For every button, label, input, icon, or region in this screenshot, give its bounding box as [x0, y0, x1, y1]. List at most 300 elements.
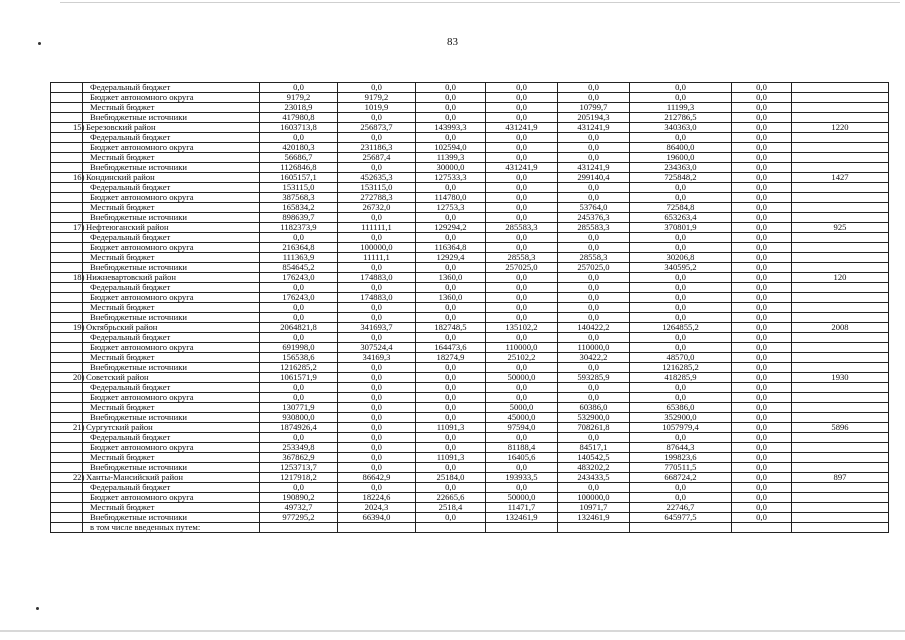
- value-cell: 50000,0: [486, 493, 558, 503]
- row-number: [51, 83, 83, 93]
- value-cell: 0,0: [732, 373, 792, 383]
- row-label: Бюджет автономного округа: [83, 93, 260, 103]
- value-cell: 0,0: [732, 393, 792, 403]
- table-row: [51, 183, 889, 193]
- value-cell: 0,0: [416, 233, 486, 243]
- value-cell: 0,0: [416, 383, 486, 393]
- value-cell: 9179,2: [260, 93, 338, 103]
- value-cell: 367862,9: [260, 453, 338, 463]
- value-cell: 100000,0: [338, 243, 416, 253]
- row-number: [51, 513, 83, 523]
- value-cell: 153115,0: [260, 183, 338, 193]
- value-cell: 431241,9: [558, 123, 630, 133]
- value-cell: 0,0: [260, 383, 338, 393]
- value-cell: 0,0: [338, 163, 416, 173]
- row-number: [51, 213, 83, 223]
- value-cell: 0,0: [416, 443, 486, 453]
- value-cell: 0,0: [732, 103, 792, 113]
- result-cell: [792, 153, 889, 163]
- row-number: [51, 233, 83, 243]
- value-cell: 1264855,2: [630, 323, 732, 333]
- value-cell: 140422,2: [558, 323, 630, 333]
- value-cell: 0,0: [630, 83, 732, 93]
- value-cell: 0,0: [416, 393, 486, 403]
- table-row: [51, 233, 889, 243]
- value-cell: 111111,1: [338, 223, 416, 233]
- value-cell: 340363,0: [630, 123, 732, 133]
- value-cell: 1360,0: [416, 273, 486, 283]
- row-label: Местный бюджет: [83, 353, 260, 363]
- value-cell: [338, 523, 416, 533]
- value-cell: 153115,0: [338, 183, 416, 193]
- result-cell: [792, 133, 889, 143]
- value-cell: 0,0: [486, 203, 558, 213]
- value-cell: 0,0: [486, 83, 558, 93]
- row-label: Бюджет автономного округа: [83, 443, 260, 453]
- row-number: [51, 493, 83, 503]
- value-cell: 0,0: [486, 483, 558, 493]
- value-cell: 16405,6: [486, 453, 558, 463]
- row-label: Сургутский район: [83, 423, 260, 433]
- table-row: [51, 203, 889, 213]
- row-label: Внебюджетные источники: [83, 213, 260, 223]
- value-cell: 0,0: [416, 283, 486, 293]
- value-cell: 0,0: [732, 333, 792, 343]
- row-number: [51, 313, 83, 323]
- value-cell: 0,0: [486, 313, 558, 323]
- value-cell: 0,0: [486, 383, 558, 393]
- value-cell: 770511,5: [630, 463, 732, 473]
- row-label: Федеральный бюджет: [83, 83, 260, 93]
- value-cell: 0,0: [732, 163, 792, 173]
- value-cell: 1360,0: [416, 293, 486, 303]
- value-cell: 11091,3: [416, 423, 486, 433]
- row-number: 18): [51, 273, 83, 283]
- value-cell: [732, 523, 792, 533]
- row-number: [51, 523, 83, 533]
- value-cell: 1216285,2: [260, 363, 338, 373]
- value-cell: 0,0: [338, 213, 416, 223]
- row-number: [51, 283, 83, 293]
- value-cell: 0,0: [732, 173, 792, 183]
- value-cell: 0,0: [416, 363, 486, 373]
- row-number: [51, 133, 83, 143]
- value-cell: 0,0: [338, 233, 416, 243]
- result-cell: 2008: [792, 323, 889, 333]
- value-cell: 243433,5: [558, 473, 630, 483]
- value-cell: 0,0: [338, 303, 416, 313]
- value-cell: 0,0: [732, 83, 792, 93]
- row-number: [51, 163, 83, 173]
- value-cell: 110000,0: [558, 343, 630, 353]
- row-label: Федеральный бюджет: [83, 133, 260, 143]
- row-number: [51, 143, 83, 153]
- value-cell: 50000,0: [486, 373, 558, 383]
- result-cell: [792, 143, 889, 153]
- value-cell: 0,0: [732, 143, 792, 153]
- value-cell: 18274,9: [416, 353, 486, 363]
- value-cell: 0,0: [558, 183, 630, 193]
- scan-speck: [36, 607, 39, 610]
- value-cell: 0,0: [260, 303, 338, 313]
- table-row: [51, 453, 889, 463]
- value-cell: 0,0: [558, 193, 630, 203]
- table-row: [51, 263, 889, 273]
- value-cell: 418285,9: [630, 373, 732, 383]
- value-cell: 0,0: [732, 463, 792, 473]
- value-cell: 253349,8: [260, 443, 338, 453]
- value-cell: 257025,0: [486, 263, 558, 273]
- table-row: [51, 383, 889, 393]
- value-cell: 0,0: [732, 223, 792, 233]
- value-cell: 307524,4: [338, 343, 416, 353]
- value-cell: 72584,8: [630, 203, 732, 213]
- value-cell: 452635,3: [338, 173, 416, 183]
- row-label: Внебюджетные источники: [83, 363, 260, 373]
- table-row: [51, 153, 889, 163]
- result-cell: 1930: [792, 373, 889, 383]
- value-cell: [486, 523, 558, 533]
- row-label: Внебюджетные источники: [83, 313, 260, 323]
- value-cell: 341693,7: [338, 323, 416, 333]
- row-number: [51, 403, 83, 413]
- value-cell: 0,0: [732, 343, 792, 353]
- value-cell: 0,0: [416, 183, 486, 193]
- row-label: Березовский район: [83, 123, 260, 133]
- row-label: Федеральный бюджет: [83, 383, 260, 393]
- value-cell: 0,0: [732, 473, 792, 483]
- row-number: [51, 333, 83, 343]
- value-cell: 0,0: [338, 443, 416, 453]
- value-cell: 653263,4: [630, 213, 732, 223]
- value-cell: 0,0: [486, 143, 558, 153]
- scan-edge-bottom: [0, 630, 905, 632]
- value-cell: 0,0: [338, 413, 416, 423]
- row-label: Внебюджетные источники: [83, 513, 260, 523]
- table-row: [51, 93, 889, 103]
- row-label: Бюджет автономного округа: [83, 343, 260, 353]
- result-cell: [792, 403, 889, 413]
- value-cell: 10971,7: [558, 503, 630, 513]
- value-cell: 0,0: [558, 293, 630, 303]
- value-cell: 0,0: [732, 433, 792, 443]
- value-cell: 0,0: [416, 513, 486, 523]
- table-row: [51, 173, 889, 183]
- value-cell: 0,0: [338, 453, 416, 463]
- result-cell: 120: [792, 273, 889, 283]
- value-cell: 0,0: [486, 173, 558, 183]
- value-cell: 1019,9: [338, 103, 416, 113]
- value-cell: 11471,7: [486, 503, 558, 513]
- value-cell: 28558,3: [558, 253, 630, 263]
- result-cell: [792, 103, 889, 113]
- row-number: [51, 153, 83, 163]
- value-cell: 0,0: [486, 463, 558, 473]
- value-cell: 18224,6: [338, 493, 416, 503]
- row-number: [51, 303, 83, 313]
- result-cell: [792, 253, 889, 263]
- value-cell: 898639,7: [260, 213, 338, 223]
- value-cell: 0,0: [558, 333, 630, 343]
- result-cell: [792, 193, 889, 203]
- value-cell: [260, 523, 338, 533]
- row-label: Бюджет автономного округа: [83, 143, 260, 153]
- value-cell: 0,0: [732, 253, 792, 263]
- value-cell: 0,0: [558, 93, 630, 103]
- result-cell: [792, 453, 889, 463]
- value-cell: 0,0: [630, 193, 732, 203]
- value-cell: 28558,3: [486, 253, 558, 263]
- value-cell: 174883,0: [338, 273, 416, 283]
- row-number: [51, 193, 83, 203]
- value-cell: 110000,0: [486, 343, 558, 353]
- value-cell: 53764,0: [558, 203, 630, 213]
- value-cell: 0,0: [630, 313, 732, 323]
- value-cell: 1874926,4: [260, 423, 338, 433]
- value-cell: 370801,9: [630, 223, 732, 233]
- value-cell: 0,0: [338, 463, 416, 473]
- value-cell: 0,0: [732, 233, 792, 243]
- result-cell: [792, 263, 889, 273]
- value-cell: 0,0: [732, 353, 792, 363]
- value-cell: 0,0: [260, 333, 338, 343]
- row-label: Внебюджетные источники: [83, 463, 260, 473]
- value-cell: 212786,5: [630, 113, 732, 123]
- table-row: [51, 513, 889, 523]
- result-cell: [792, 363, 889, 373]
- row-label: Бюджет автономного округа: [83, 293, 260, 303]
- row-label: Местный бюджет: [83, 253, 260, 263]
- value-cell: 10799,7: [558, 103, 630, 113]
- table-row: [51, 283, 889, 293]
- row-label: Внебюджетные источники: [83, 263, 260, 273]
- row-label: Местный бюджет: [83, 403, 260, 413]
- value-cell: 1253713,7: [260, 463, 338, 473]
- table-row: [51, 493, 889, 503]
- value-cell: 0,0: [732, 413, 792, 423]
- value-cell: 0,0: [558, 283, 630, 293]
- value-cell: 245376,3: [558, 213, 630, 223]
- table-row: [51, 243, 889, 253]
- result-cell: [792, 353, 889, 363]
- value-cell: 0,0: [630, 283, 732, 293]
- row-number: [51, 243, 83, 253]
- value-cell: 0,0: [486, 433, 558, 443]
- value-cell: 0,0: [558, 363, 630, 373]
- value-cell: 0,0: [630, 433, 732, 443]
- result-cell: [792, 463, 889, 473]
- table-row: [51, 213, 889, 223]
- value-cell: 0,0: [486, 363, 558, 373]
- value-cell: 593285,9: [558, 373, 630, 383]
- row-label: Бюджет автономного округа: [83, 193, 260, 203]
- value-cell: 0,0: [416, 113, 486, 123]
- result-cell: [792, 203, 889, 213]
- value-cell: 483202,2: [558, 463, 630, 473]
- row-number: [51, 383, 83, 393]
- value-cell: 129294,2: [416, 223, 486, 233]
- value-cell: 0,0: [558, 433, 630, 443]
- value-cell: 0,0: [416, 103, 486, 113]
- value-cell: 0,0: [558, 313, 630, 323]
- row-number: 17): [51, 223, 83, 233]
- result-cell: [792, 303, 889, 313]
- table-row: [51, 123, 889, 133]
- table-row: [51, 363, 889, 373]
- result-cell: [792, 163, 889, 173]
- value-cell: 0,0: [732, 123, 792, 133]
- value-cell: 0,0: [338, 423, 416, 433]
- value-cell: 256873,7: [338, 123, 416, 133]
- value-cell: 0,0: [486, 113, 558, 123]
- value-cell: 216364,8: [260, 243, 338, 253]
- value-cell: 0,0: [338, 393, 416, 403]
- value-cell: 0,0: [732, 153, 792, 163]
- row-number: [51, 183, 83, 193]
- value-cell: 0,0: [260, 393, 338, 403]
- value-cell: 9179,2: [338, 93, 416, 103]
- value-cell: 0,0: [732, 133, 792, 143]
- value-cell: 0,0: [486, 183, 558, 193]
- row-label: Нижневартовский район: [83, 273, 260, 283]
- row-label: Федеральный бюджет: [83, 233, 260, 243]
- value-cell: 12929,4: [416, 253, 486, 263]
- value-cell: 0,0: [558, 273, 630, 283]
- value-cell: 0,0: [732, 293, 792, 303]
- value-cell: 26732,0: [338, 203, 416, 213]
- value-cell: 81188,4: [486, 443, 558, 453]
- value-cell: 30000,0: [416, 163, 486, 173]
- row-label: Внебюджетные источники: [83, 113, 260, 123]
- row-label: Федеральный бюджет: [83, 183, 260, 193]
- row-number: 19): [51, 323, 83, 333]
- value-cell: 420180,3: [260, 143, 338, 153]
- value-cell: 708261,8: [558, 423, 630, 433]
- value-cell: 0,0: [486, 93, 558, 103]
- value-cell: 0,0: [260, 233, 338, 243]
- value-cell: 0,0: [486, 103, 558, 113]
- value-cell: 130771,9: [260, 403, 338, 413]
- value-cell: 0,0: [630, 303, 732, 313]
- value-cell: 0,0: [558, 83, 630, 93]
- row-label: Местный бюджет: [83, 203, 260, 213]
- value-cell: 30422,2: [558, 353, 630, 363]
- result-cell: [792, 503, 889, 513]
- value-cell: 854645,2: [260, 263, 338, 273]
- value-cell: 0,0: [732, 183, 792, 193]
- value-cell: 0,0: [416, 313, 486, 323]
- value-cell: 0,0: [416, 303, 486, 313]
- row-label: Нефтеюганский район: [83, 223, 260, 233]
- value-cell: 0,0: [732, 113, 792, 123]
- table-row: [51, 343, 889, 353]
- row-number: [51, 263, 83, 273]
- value-cell: 0,0: [260, 313, 338, 323]
- value-cell: 0,0: [630, 133, 732, 143]
- value-cell: 387568,3: [260, 193, 338, 203]
- value-cell: 0,0: [732, 213, 792, 223]
- table-row: [51, 313, 889, 323]
- value-cell: 0,0: [260, 133, 338, 143]
- value-cell: 0,0: [416, 93, 486, 103]
- value-cell: 65386,0: [630, 403, 732, 413]
- row-number: [51, 443, 83, 453]
- table-row: [51, 483, 889, 493]
- value-cell: 0,0: [732, 303, 792, 313]
- result-cell: [792, 483, 889, 493]
- table-row: [51, 523, 889, 533]
- value-cell: [558, 523, 630, 533]
- row-number: 15): [51, 123, 83, 133]
- value-cell: 0,0: [260, 483, 338, 493]
- result-cell: [792, 213, 889, 223]
- value-cell: 86400,0: [630, 143, 732, 153]
- table-row: [51, 253, 889, 263]
- value-cell: 0,0: [732, 443, 792, 453]
- result-cell: [792, 513, 889, 523]
- result-cell: [792, 243, 889, 253]
- value-cell: 0,0: [732, 283, 792, 293]
- value-cell: 0,0: [630, 333, 732, 343]
- value-cell: 0,0: [338, 283, 416, 293]
- table-row: [51, 223, 889, 233]
- value-cell: 56686,7: [260, 153, 338, 163]
- value-cell: 0,0: [630, 343, 732, 353]
- value-cell: 352900,0: [630, 413, 732, 423]
- value-cell: 190890,2: [260, 493, 338, 503]
- row-label: Федеральный бюджет: [83, 333, 260, 343]
- value-cell: 1217918,2: [260, 473, 338, 483]
- table-row: [51, 393, 889, 403]
- value-cell: 0,0: [732, 423, 792, 433]
- row-number: [51, 503, 83, 513]
- row-number: [51, 353, 83, 363]
- row-number: [51, 343, 83, 353]
- value-cell: 0,0: [486, 293, 558, 303]
- value-cell: 25184,0: [416, 473, 486, 483]
- result-cell: [792, 183, 889, 193]
- value-cell: 0,0: [416, 463, 486, 473]
- value-cell: 0,0: [732, 273, 792, 283]
- result-cell: 897: [792, 473, 889, 483]
- value-cell: 0,0: [416, 433, 486, 443]
- value-cell: 111363,9: [260, 253, 338, 263]
- row-label: Федеральный бюджет: [83, 483, 260, 493]
- value-cell: 0,0: [732, 493, 792, 503]
- value-cell: 0,0: [732, 313, 792, 323]
- value-cell: 127533,3: [416, 173, 486, 183]
- table-row: [51, 293, 889, 303]
- row-label: Ханты-Мансийский район: [83, 473, 260, 483]
- value-cell: 0,0: [558, 483, 630, 493]
- budget-table: [50, 82, 889, 533]
- value-cell: 0,0: [338, 133, 416, 143]
- result-cell: [792, 523, 889, 533]
- value-cell: 34169,3: [338, 353, 416, 363]
- value-cell: 11399,3: [416, 153, 486, 163]
- row-number: 22): [51, 473, 83, 483]
- value-cell: 11091,3: [416, 453, 486, 463]
- value-cell: 0,0: [732, 263, 792, 273]
- result-cell: [792, 333, 889, 343]
- table-row: [51, 353, 889, 363]
- value-cell: 231186,3: [338, 143, 416, 153]
- value-cell: 0,0: [338, 333, 416, 343]
- value-cell: 0,0: [630, 493, 732, 503]
- value-cell: 135102,2: [486, 323, 558, 333]
- value-cell: 22746,7: [630, 503, 732, 513]
- table-row: [51, 413, 889, 423]
